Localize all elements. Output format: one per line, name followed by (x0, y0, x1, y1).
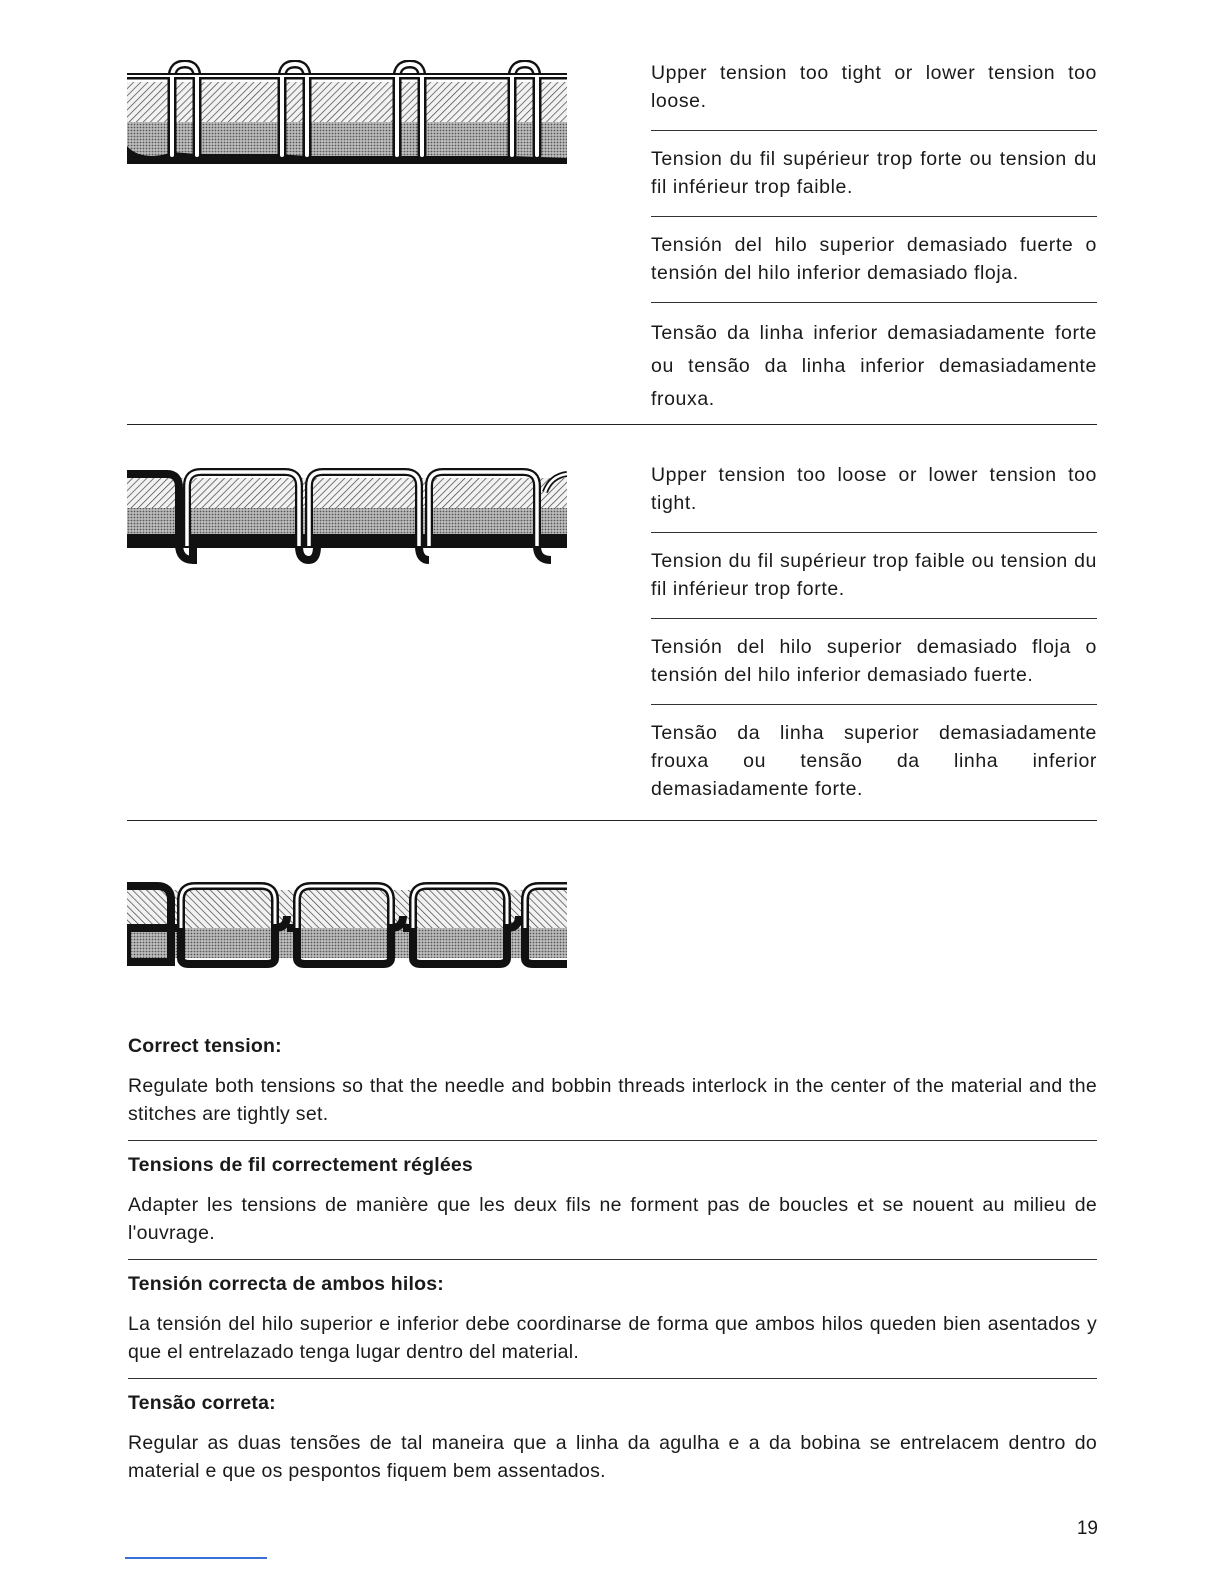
entry-en: Upper tension too loose or lower tension too tight. (651, 464, 1097, 514)
entry-pt: Tensão da linha inferior demasiadamente forte ou tensão da linha inferior demasiadamente frouxa. (651, 322, 1097, 410)
divider (651, 618, 1097, 619)
section-2-text (651, 461, 1097, 803)
entry-es: Tensión del hilo superior demasiado fuerte o tensión del hilo inferior demasiado floja. (651, 234, 1097, 284)
divider (651, 704, 1097, 705)
correct-tension-text (128, 1035, 1097, 1485)
entry-pt: Tensão da linha superior demasiadamente frouxa ou tensão da linha inferior demasiadamente forte. (651, 722, 1097, 800)
text-fr: Adapter les tensions de manière que les deux fils ne forment pas de boucles et se nouent au milieu de l'ouvrage. (128, 1194, 1097, 1244)
entry-es: Tensión del hilo superior demasiado floja o tensión del hilo inferior demasiado fuerte. (651, 636, 1097, 686)
divider (128, 1259, 1097, 1260)
page-number: 19 (1076, 1518, 1098, 1539)
section-divider (127, 424, 1097, 425)
heading-fr: Tensions de fil correctement réglées (128, 1154, 473, 1176)
divider (651, 532, 1097, 533)
text-pt: Regular as duas tensões de tal maneira que a linha da agulha e a da bobina se entrelacem dentro do material e que os pespontos fiquem bem assentados. (128, 1432, 1097, 1482)
accent-line (125, 1557, 267, 1559)
stitch-upper-too-tight-illustration (127, 60, 567, 170)
entry-fr: Tension du fil supérieur trop forte ou tension du fil inférieur trop faible. (651, 148, 1097, 198)
stitch-correct-tension-illustration (127, 878, 567, 968)
divider (651, 216, 1097, 217)
section-divider (127, 820, 1097, 821)
text-en: Regulate both tensions so that the needle and bobbin threads interlock in the center of the material and the stitches are tightly set. (128, 1075, 1097, 1125)
divider (651, 302, 1097, 303)
stitch-upper-too-loose-illustration (127, 462, 567, 566)
entry-en: Upper tension too tight or lower tension too loose. (651, 62, 1097, 112)
heading-es: Tensión correcta de ambos hilos: (128, 1273, 444, 1295)
divider (128, 1140, 1097, 1141)
heading-pt: Tensão correta: (128, 1392, 276, 1414)
heading-en: Correct tension: (128, 1035, 282, 1057)
divider (651, 130, 1097, 131)
divider (128, 1378, 1097, 1379)
text-es: La tensión del hilo superior e inferior debe coordinarse de forma que ambos hilos queden bien asentados y que el entrelazado tenga lugar dentro del material. (128, 1313, 1097, 1363)
section-1-text (651, 59, 1097, 416)
entry-fr: Tension du fil supérieur trop faible ou tension du fil inférieur trop forte. (651, 550, 1097, 600)
